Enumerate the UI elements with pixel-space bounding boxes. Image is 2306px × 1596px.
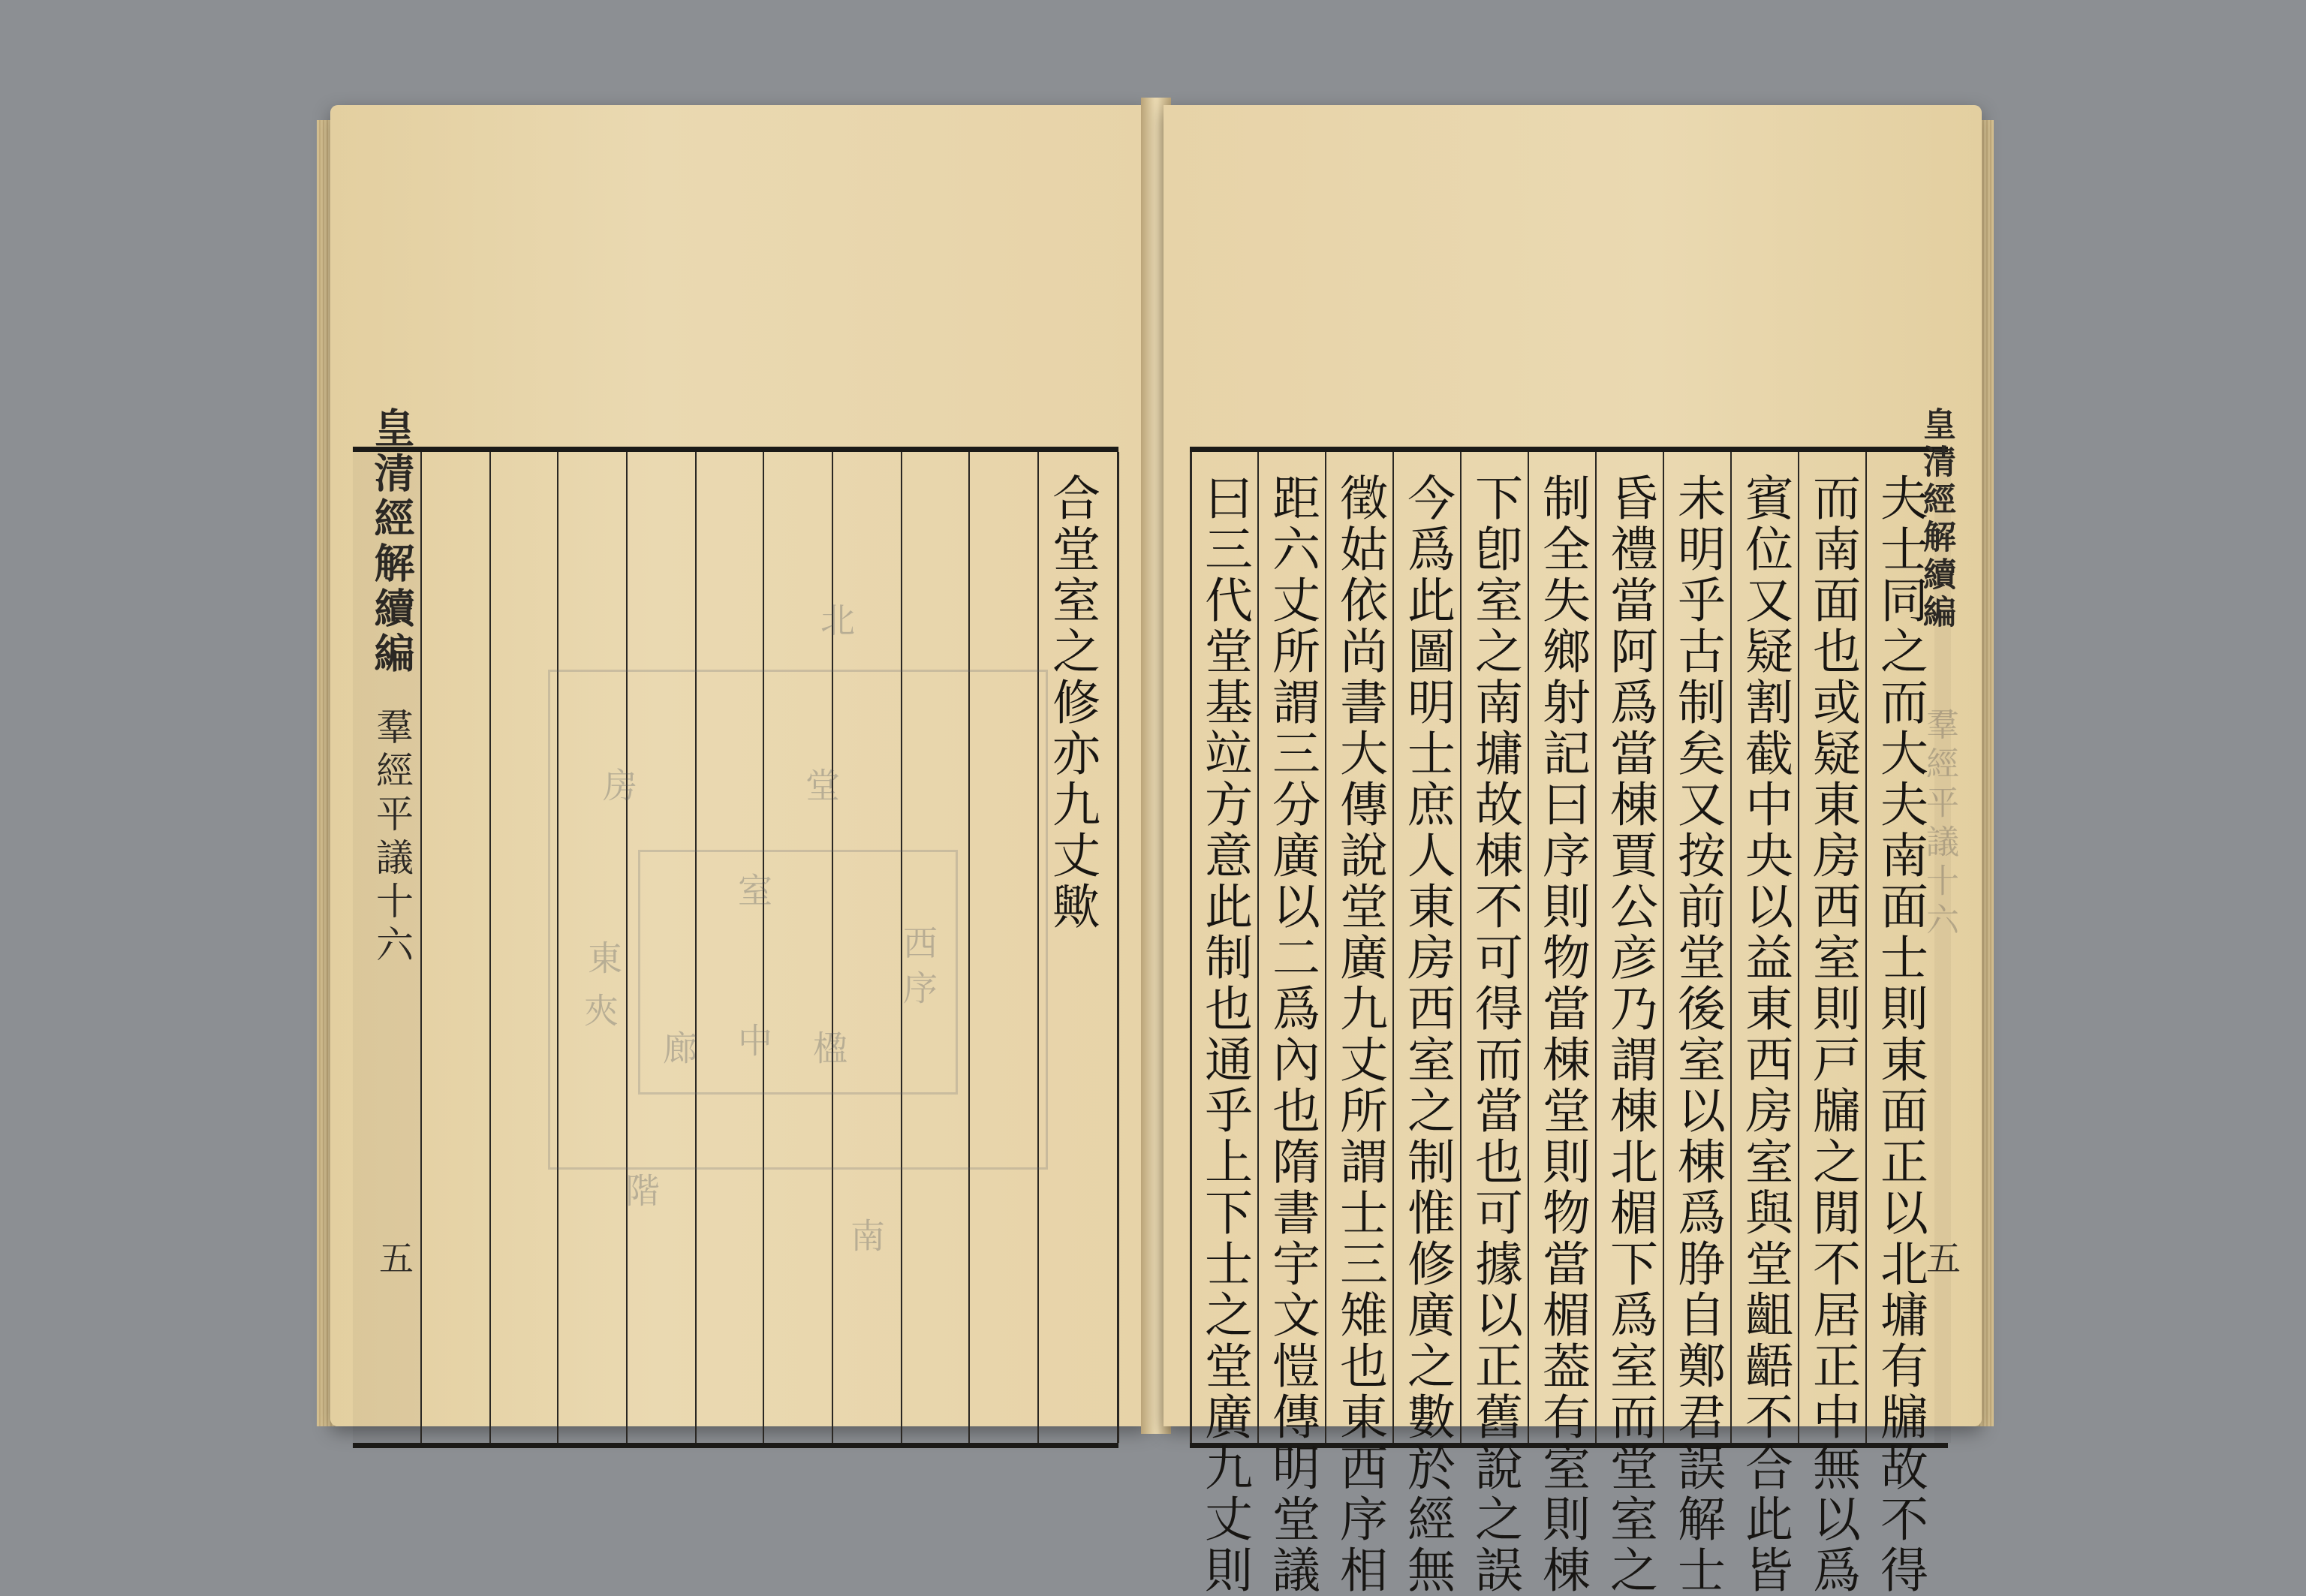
diagram-label-7: 序 — [898, 970, 938, 1004]
diagram-label-2: 室 — [733, 872, 773, 907]
right-column-3-text: 賓位又疑割截中央以益東西房室與堂齟齬不合此皆 — [1737, 473, 1793, 1596]
left-column-text: 合堂室之修亦九丈歟 — [1044, 473, 1100, 932]
right-column-9 — [1326, 452, 1392, 1596]
right-column-10 — [1259, 452, 1325, 1596]
right-page — [1164, 105, 1982, 1596]
right-page-frame — [1190, 407, 1961, 1596]
left-text-column — [1039, 452, 1105, 1443]
diagram-label-3: 房 — [598, 767, 638, 802]
right-column-9-text: 徵姑依尚書大傳說堂廣九丈所謂士三雉也東西序相 — [1332, 473, 1387, 1596]
right-column-6 — [1529, 452, 1595, 1596]
diagram-label-8: 中 — [733, 1022, 773, 1057]
left-margin-title: 皇清經解續編 — [368, 407, 416, 677]
right-column-8 — [1394, 452, 1460, 1596]
left-page-frame — [353, 407, 1118, 1448]
diagram-label-9: 廊 — [658, 1030, 698, 1065]
right-column-8-text: 今爲此圖明士庶人東房西室之制惟修廣之數於經無 — [1399, 473, 1455, 1596]
right-column-4-text: 未明乎古制矣又按前堂後室以棟爲㬹自鄭君誤解士 — [1669, 473, 1725, 1596]
right-margin-title: 皇清經解續編 — [1917, 407, 1955, 632]
right-column-4 — [1664, 452, 1730, 1596]
right-column-2 — [1799, 452, 1865, 1596]
right-page-number: 五 — [1921, 1240, 1961, 1275]
right-column-6-text: 制全失鄉射記曰序則物當棟堂則物當楣葢有室則棟 — [1534, 473, 1590, 1596]
diagram-label-1: 堂 — [800, 767, 841, 802]
right-column-10-text: 距六丈所謂三分廣以二爲內也隋書宇文愷傳明堂議 — [1264, 473, 1320, 1596]
right-column-2-text: 而南面也或疑東房西室則戸牖之閒不居正中無以爲 — [1805, 473, 1860, 1596]
diagram-label-0: 北 — [815, 602, 856, 637]
diagram-label-5: 夾 — [579, 992, 619, 1027]
right-column-11-text: 曰三代堂基竝方意此制也通乎上下士之堂廣九丈則 — [1197, 473, 1252, 1596]
right-column-5 — [1597, 452, 1663, 1596]
diagram-label-10: 楹 — [808, 1030, 848, 1065]
right-column-3 — [1732, 452, 1798, 1596]
diagram-label-4: 東 — [583, 940, 623, 974]
diagram-label-6: 西 — [898, 925, 938, 959]
right-column-7-text: 下卽室之南墉故棟不可得而當也可據以正舊說之誤 — [1467, 473, 1522, 1596]
left-page-number: 五 — [374, 1240, 414, 1275]
right-column-11 — [1191, 452, 1257, 1596]
right-margin-section: 羣經平議十六 — [1920, 707, 1958, 941]
open-book — [330, 90, 1982, 1596]
right-column-1-text: 夫士同之而大夫南面士則東面正以北墉有牖故不得 — [1872, 473, 1928, 1596]
right-column-5-text: 昏禮當阿爲當棟賈公彦乃謂棟北楣下爲室而堂室之 — [1602, 473, 1657, 1596]
diagram-label-12: 南 — [845, 1218, 886, 1252]
left-page — [330, 105, 1148, 1426]
left-margin-section: 羣經平議十六 — [370, 707, 414, 968]
right-column-7 — [1462, 452, 1528, 1596]
diagram-label-11: 階 — [620, 1173, 661, 1207]
